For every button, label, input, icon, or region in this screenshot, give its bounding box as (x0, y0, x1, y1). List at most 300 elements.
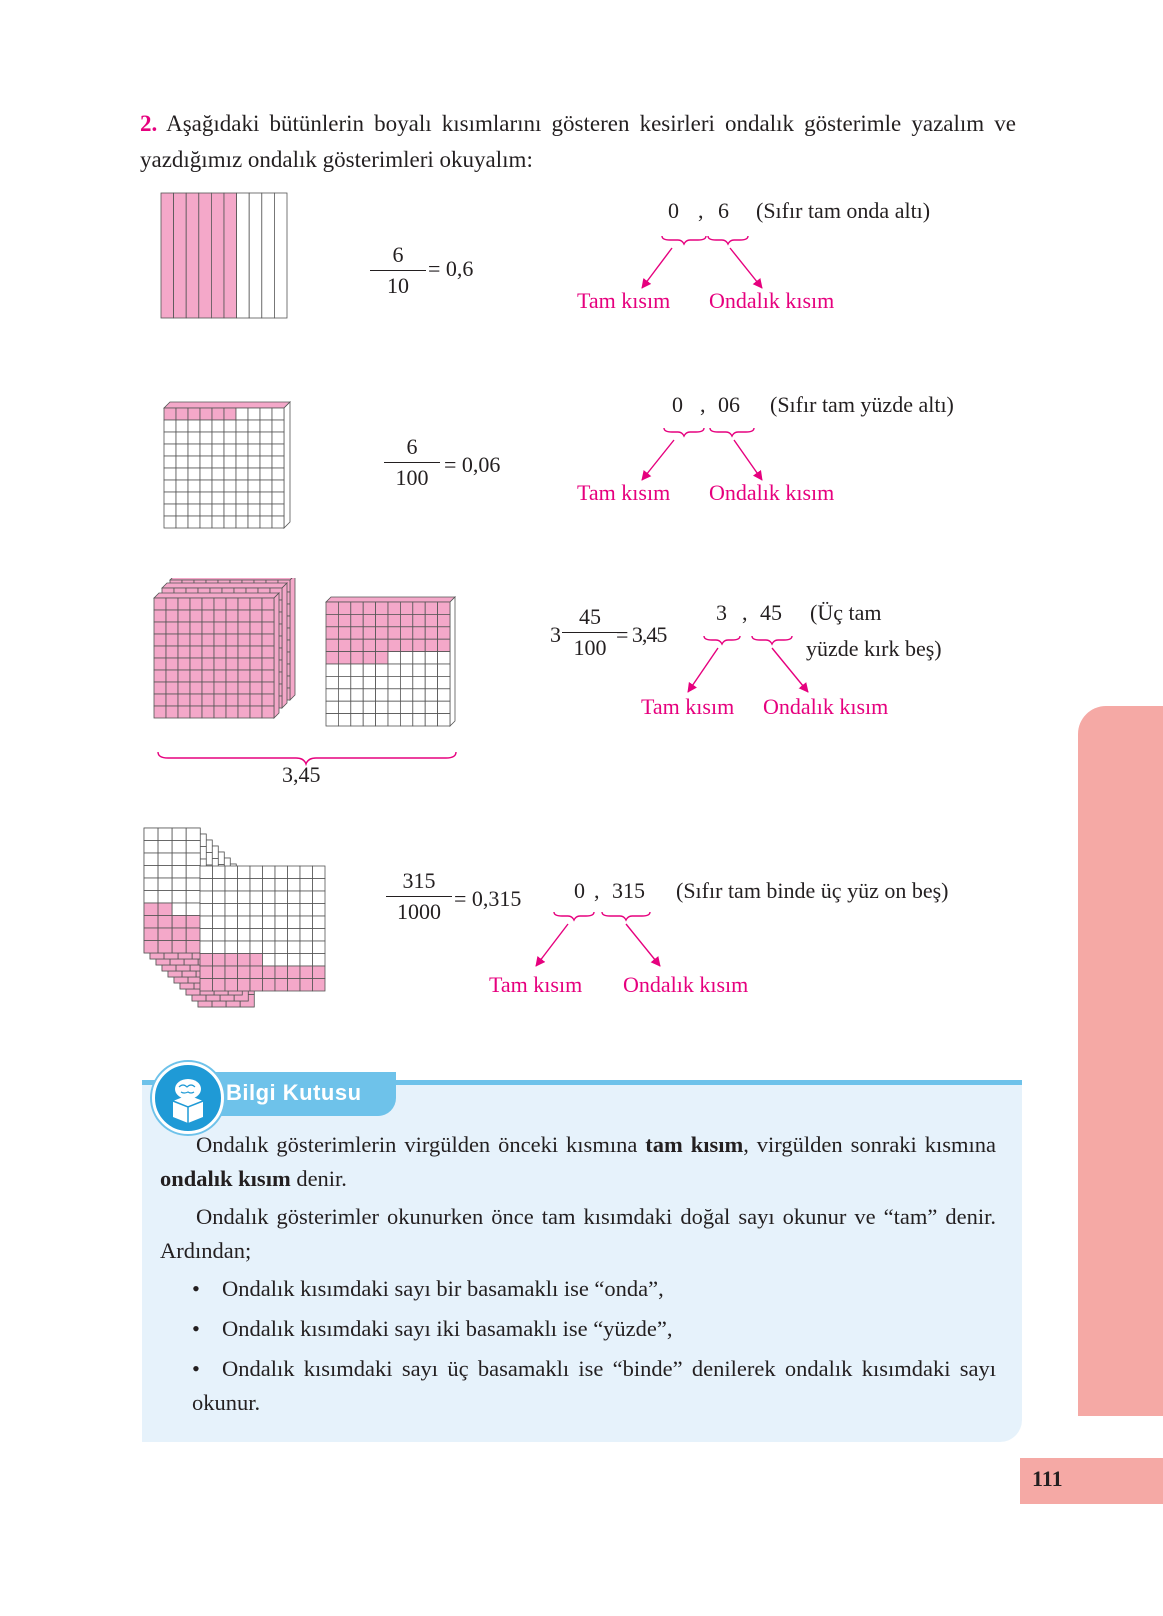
grid-cell (250, 634, 262, 646)
cube-cell (200, 904, 213, 917)
grid-cell (214, 598, 226, 610)
cube-cell (238, 979, 251, 992)
grid-cell (388, 627, 400, 639)
cube-cell (238, 904, 251, 917)
cube-cell (288, 916, 301, 929)
grid-cell (326, 714, 338, 726)
grid-cell (238, 694, 250, 706)
cube-cell (225, 929, 238, 942)
grid-cell (176, 504, 188, 516)
cube-cell (300, 929, 313, 942)
grid-cell (214, 658, 226, 670)
grid-cell (262, 610, 274, 622)
info-bold-term: ondalık kısım (160, 1166, 291, 1191)
cube-cell (158, 941, 172, 954)
grid-cell (326, 627, 338, 639)
decimal-whole: 3 (716, 600, 727, 625)
grid-cell (272, 408, 284, 420)
grid-cell (250, 598, 262, 610)
cube-cell (288, 979, 301, 992)
grid-cell (178, 658, 190, 670)
grid-cell (226, 658, 238, 670)
grid-cell (178, 646, 190, 658)
grid-cell (438, 714, 450, 726)
grid-cell (200, 468, 212, 480)
cube-cell (263, 879, 276, 892)
cube-cell (300, 954, 313, 967)
grid-cell (200, 420, 212, 432)
grid-cell (260, 468, 272, 480)
grid-cell (166, 622, 178, 634)
cube-cell (250, 954, 263, 967)
grid-cell (260, 504, 272, 516)
grid-cell (425, 614, 437, 626)
grid-cell (176, 516, 188, 528)
brace-whole (662, 236, 706, 244)
grid-cell (272, 432, 284, 444)
grid-cell (363, 664, 375, 676)
grid-cell (176, 480, 188, 492)
grid-cell (262, 622, 274, 634)
grid-cell (425, 689, 437, 701)
cube-cell (213, 916, 226, 929)
grid-cell (413, 689, 425, 701)
cube-cell (225, 954, 238, 967)
decimal-comma: , (742, 600, 748, 625)
grid-cell (166, 658, 178, 670)
grid-cell (236, 408, 248, 420)
cube-cell (300, 891, 313, 904)
grid-cell (272, 420, 284, 432)
cube-cell (275, 891, 288, 904)
cube-cell (172, 878, 186, 891)
grid-cell (178, 682, 190, 694)
grid-cell (224, 444, 236, 456)
grid-cell (272, 468, 284, 480)
cube-cell (172, 891, 186, 904)
cube-cell (213, 891, 226, 904)
grid-cell (200, 432, 212, 444)
cube-cell (275, 941, 288, 954)
grid-cell (338, 689, 350, 701)
cube-cell (275, 904, 288, 917)
cube-cell (158, 891, 172, 904)
grid-cell (248, 468, 260, 480)
cube-cell (275, 866, 288, 879)
grid-top-face (164, 402, 290, 408)
fraction-denominator: 100 (395, 465, 429, 490)
info-paragraph-2: Ondalık gösterimler okunurken önce tam kısımdaki doğal sayı okunur ve “tam” denir. Ardından; (160, 1204, 996, 1263)
cube-cell (263, 891, 276, 904)
grid-cell (226, 706, 238, 718)
grid-cell (212, 432, 224, 444)
grid-cell (226, 694, 238, 706)
grid-cell (425, 714, 437, 726)
grid-cell (376, 614, 388, 626)
side-tab (1078, 706, 1163, 1416)
grid-cell (351, 664, 363, 676)
cube-cell (172, 828, 186, 841)
grid-cell (166, 646, 178, 658)
grid-cell (178, 694, 190, 706)
cube-cell (313, 929, 326, 942)
grid-cell (400, 627, 412, 639)
grid-cell (236, 480, 248, 492)
mixed-whole: 3 (550, 622, 561, 647)
cube-cell (263, 929, 276, 942)
grid-side-face (284, 402, 290, 528)
brain-box-icon (152, 1062, 224, 1134)
grid-cell (178, 610, 190, 622)
grid-cell (272, 492, 284, 504)
grid-cell (260, 432, 272, 444)
grid-cell (262, 646, 274, 658)
grid-cell (272, 444, 284, 456)
cube-cell (225, 866, 238, 879)
equals-decimal: = 0,6 (428, 256, 474, 281)
grid-cell (188, 468, 200, 480)
cube-cell (313, 879, 326, 892)
info-text: Ondalık gösterimlerin virgülden önceki kısmına (196, 1132, 646, 1157)
grid-cell (400, 714, 412, 726)
grid-cell (400, 689, 412, 701)
grid-cell (226, 598, 238, 610)
grid-cell (376, 664, 388, 676)
grid-cell (224, 432, 236, 444)
grid-cell (260, 456, 272, 468)
grid-cell (154, 610, 166, 622)
grid-cell (351, 602, 363, 614)
cube-cell (213, 954, 226, 967)
cube-cell (225, 904, 238, 917)
cube-cell (186, 853, 200, 866)
grid-cell (248, 504, 260, 516)
grid-cell (226, 670, 238, 682)
grid-cell (388, 614, 400, 626)
grid-cell (212, 516, 224, 528)
grid-cell (176, 444, 188, 456)
grid-cell (326, 652, 338, 664)
cube-cell (275, 929, 288, 942)
info-bullet-text: Ondalık kısımdaki sayı bir basamaklı ise “onda”, (222, 1276, 664, 1301)
cube-cell (250, 941, 263, 954)
grid-cell (413, 652, 425, 664)
grid-cell (262, 682, 274, 694)
grid-cell (224, 492, 236, 504)
grid-side-face (290, 578, 295, 700)
cube-cell (275, 979, 288, 992)
grid-cell (214, 670, 226, 682)
grid-cell (188, 504, 200, 516)
cube-cell (288, 891, 301, 904)
grid-cell (250, 694, 262, 706)
cube-cell (172, 841, 186, 854)
grid-cell (272, 516, 284, 528)
grid-cell (154, 694, 166, 706)
grid-cell (262, 694, 274, 706)
grid-cell (238, 610, 250, 622)
grid-cell (376, 689, 388, 701)
grid-cell (413, 639, 425, 651)
grid-cell (164, 408, 176, 420)
grid-cell (351, 689, 363, 701)
mixed-number-figure (150, 578, 470, 758)
grid-cell (154, 598, 166, 610)
cube-cell (238, 954, 251, 967)
equals-decimal: = 0,315 (454, 886, 522, 911)
grid-cell (248, 456, 260, 468)
grid-cell (248, 492, 260, 504)
decimal-fraction: 6 (718, 198, 729, 223)
grid-cell (164, 432, 176, 444)
cube-cell (158, 916, 172, 929)
tenth-strip (174, 193, 187, 318)
grid-cell (351, 714, 363, 726)
grid-top-face (154, 593, 279, 598)
grid-cell (250, 658, 262, 670)
grid-cell (260, 408, 272, 420)
page-number: 111 (1032, 1466, 1063, 1491)
info-text: denir. (290, 1166, 347, 1191)
grid-cell (238, 682, 250, 694)
cube-cell (158, 903, 172, 916)
grid-cell (164, 456, 176, 468)
grid-cell (438, 701, 450, 713)
cube-cell (158, 828, 172, 841)
cube-cell (250, 904, 263, 917)
cube-cell (186, 866, 200, 879)
grid-cell (338, 639, 350, 651)
cube-cell (313, 941, 326, 954)
grid-cell (212, 492, 224, 504)
grid-cell (326, 639, 338, 651)
grid-cell (224, 456, 236, 468)
fraction-numerator: 315 (386, 868, 452, 897)
grid-cell (351, 639, 363, 651)
tenth-strip (274, 193, 287, 318)
grid-cell (236, 516, 248, 528)
grid-cell (438, 652, 450, 664)
info-bullet-text: Ondalık kısımdaki sayı iki basamaklı ise “yüzde”, (222, 1316, 673, 1341)
fraction-denominator: 100 (573, 635, 607, 660)
cube-cell (288, 954, 301, 967)
grid-cell (176, 408, 188, 420)
grid-cell (260, 492, 272, 504)
cube-cell (288, 966, 301, 979)
cube-cell (313, 966, 326, 979)
cube-cell (313, 954, 326, 967)
grid-cell (224, 480, 236, 492)
grid-cell (351, 676, 363, 688)
cube-cell (213, 866, 226, 879)
fraction-6-100 (384, 434, 440, 491)
grid-cell (190, 706, 202, 718)
fraction-315-1000 (386, 868, 452, 925)
grid-cell (164, 492, 176, 504)
grid-cell (425, 664, 437, 676)
grid-top-face (326, 597, 455, 602)
cube-cell (313, 866, 326, 879)
grid-cell (248, 408, 260, 420)
grid-cell (238, 658, 250, 670)
grid-cell (248, 444, 260, 456)
cube-cell (186, 828, 200, 841)
grid-cell (226, 646, 238, 658)
grid-cell (250, 682, 262, 694)
question-number: 2. (140, 111, 158, 136)
cube-cell (200, 866, 213, 879)
grid-cell (326, 664, 338, 676)
info-paragraph-1 (160, 1128, 996, 1196)
cube-cell (238, 916, 251, 929)
grid-cell (438, 627, 450, 639)
cube-cell (213, 904, 226, 917)
grid-cell (376, 652, 388, 664)
grid-cell (236, 468, 248, 480)
grid-cell (224, 516, 236, 528)
grid-cell (164, 516, 176, 528)
info-box-title: Bilgi Kutusu (226, 1080, 362, 1105)
grid-cell (236, 504, 248, 516)
grid-cell (202, 598, 214, 610)
grid-cell (190, 610, 202, 622)
grid-cell (250, 706, 262, 718)
cube-cell (238, 929, 251, 942)
grid-cell (338, 627, 350, 639)
cube-cell (144, 916, 158, 929)
grid-cell (248, 516, 260, 528)
grid-cell (326, 689, 338, 701)
cube-cell (313, 979, 326, 992)
grid-cell (363, 652, 375, 664)
grid-cell (154, 646, 166, 658)
grid-cell (400, 639, 412, 651)
decimal-reading: (Sıfır tam binde üç yüz on beş) (676, 878, 949, 903)
grid-cell (376, 602, 388, 614)
cube-cell (158, 878, 172, 891)
cube-cell (250, 891, 263, 904)
cube-cell (250, 979, 263, 992)
grid-cell (248, 480, 260, 492)
cube-cell (225, 916, 238, 929)
fraction-6-10 (370, 242, 426, 299)
grid-cell (176, 492, 188, 504)
cube-cell (225, 966, 238, 979)
decimal-comma: , (594, 878, 600, 903)
grid-cell (202, 610, 214, 622)
grid-cell (250, 622, 262, 634)
grid-cell (400, 701, 412, 713)
grid-cell (260, 480, 272, 492)
tenth-strip (249, 193, 262, 318)
grid-cell (238, 670, 250, 682)
grid-cell (376, 627, 388, 639)
grid-cell (272, 504, 284, 516)
cube-cell (186, 916, 200, 929)
grid-cell (212, 504, 224, 516)
cube-cell (172, 903, 186, 916)
grid-cell (376, 701, 388, 713)
grid-cell (425, 639, 437, 651)
grid-cell (236, 432, 248, 444)
grid-cell (212, 420, 224, 432)
grid-cell (190, 682, 202, 694)
grid-cell (178, 634, 190, 646)
grid-cell (224, 408, 236, 420)
grid-cell (438, 689, 450, 701)
grid-cell (338, 614, 350, 626)
grid-cell (154, 670, 166, 682)
grid-cell (202, 670, 214, 682)
grid-cell (212, 456, 224, 468)
grid-cell (363, 714, 375, 726)
grid-cell (400, 676, 412, 688)
grid-cell (190, 658, 202, 670)
cube-cell (250, 916, 263, 929)
grid-cell (224, 420, 236, 432)
grid-cell (166, 706, 178, 718)
cube-cell (158, 866, 172, 879)
cube-cell (238, 879, 251, 892)
brace-label: 3,45 (282, 762, 321, 787)
grid-cell (351, 614, 363, 626)
grid-cell (154, 634, 166, 646)
cube-cell (144, 853, 158, 866)
grid-cell (190, 694, 202, 706)
grid-cell (388, 689, 400, 701)
grid-cell (250, 610, 262, 622)
info-bold-term: tam kısım (645, 1132, 744, 1157)
grid-cell (214, 706, 226, 718)
grid-cell (425, 602, 437, 614)
cube-cell (288, 941, 301, 954)
cube-cell (300, 966, 313, 979)
cube-cell (238, 966, 251, 979)
cube-cell (250, 866, 263, 879)
grid-side-face (274, 593, 279, 718)
info-text: , virgülden sonraki kısmına (743, 1132, 997, 1157)
grid-cell (260, 420, 272, 432)
grid-cell (202, 682, 214, 694)
cube-cell (213, 929, 226, 942)
cube-cell (263, 866, 276, 879)
grid-cell (176, 432, 188, 444)
cube-cell (313, 916, 326, 929)
cube-cell (200, 966, 213, 979)
grid-cell (400, 614, 412, 626)
grid-cell (326, 602, 338, 614)
grid-cell (438, 602, 450, 614)
grid-cell (238, 634, 250, 646)
grid-cell (166, 634, 178, 646)
grid-cell (260, 444, 272, 456)
grid-cell (413, 614, 425, 626)
fraction-denominator: 10 (387, 273, 409, 298)
grid-cell (200, 480, 212, 492)
cube-cell (263, 941, 276, 954)
grid-cell (166, 610, 178, 622)
cube-cell (288, 929, 301, 942)
decimal-whole: 0 (668, 198, 679, 223)
grid-cell (236, 420, 248, 432)
grid-cell (200, 504, 212, 516)
grid-cell (190, 634, 202, 646)
grid-cell (164, 444, 176, 456)
grid-cell (188, 408, 200, 420)
grid-cell (200, 444, 212, 456)
grid-cell (248, 432, 260, 444)
grid-cell (226, 622, 238, 634)
